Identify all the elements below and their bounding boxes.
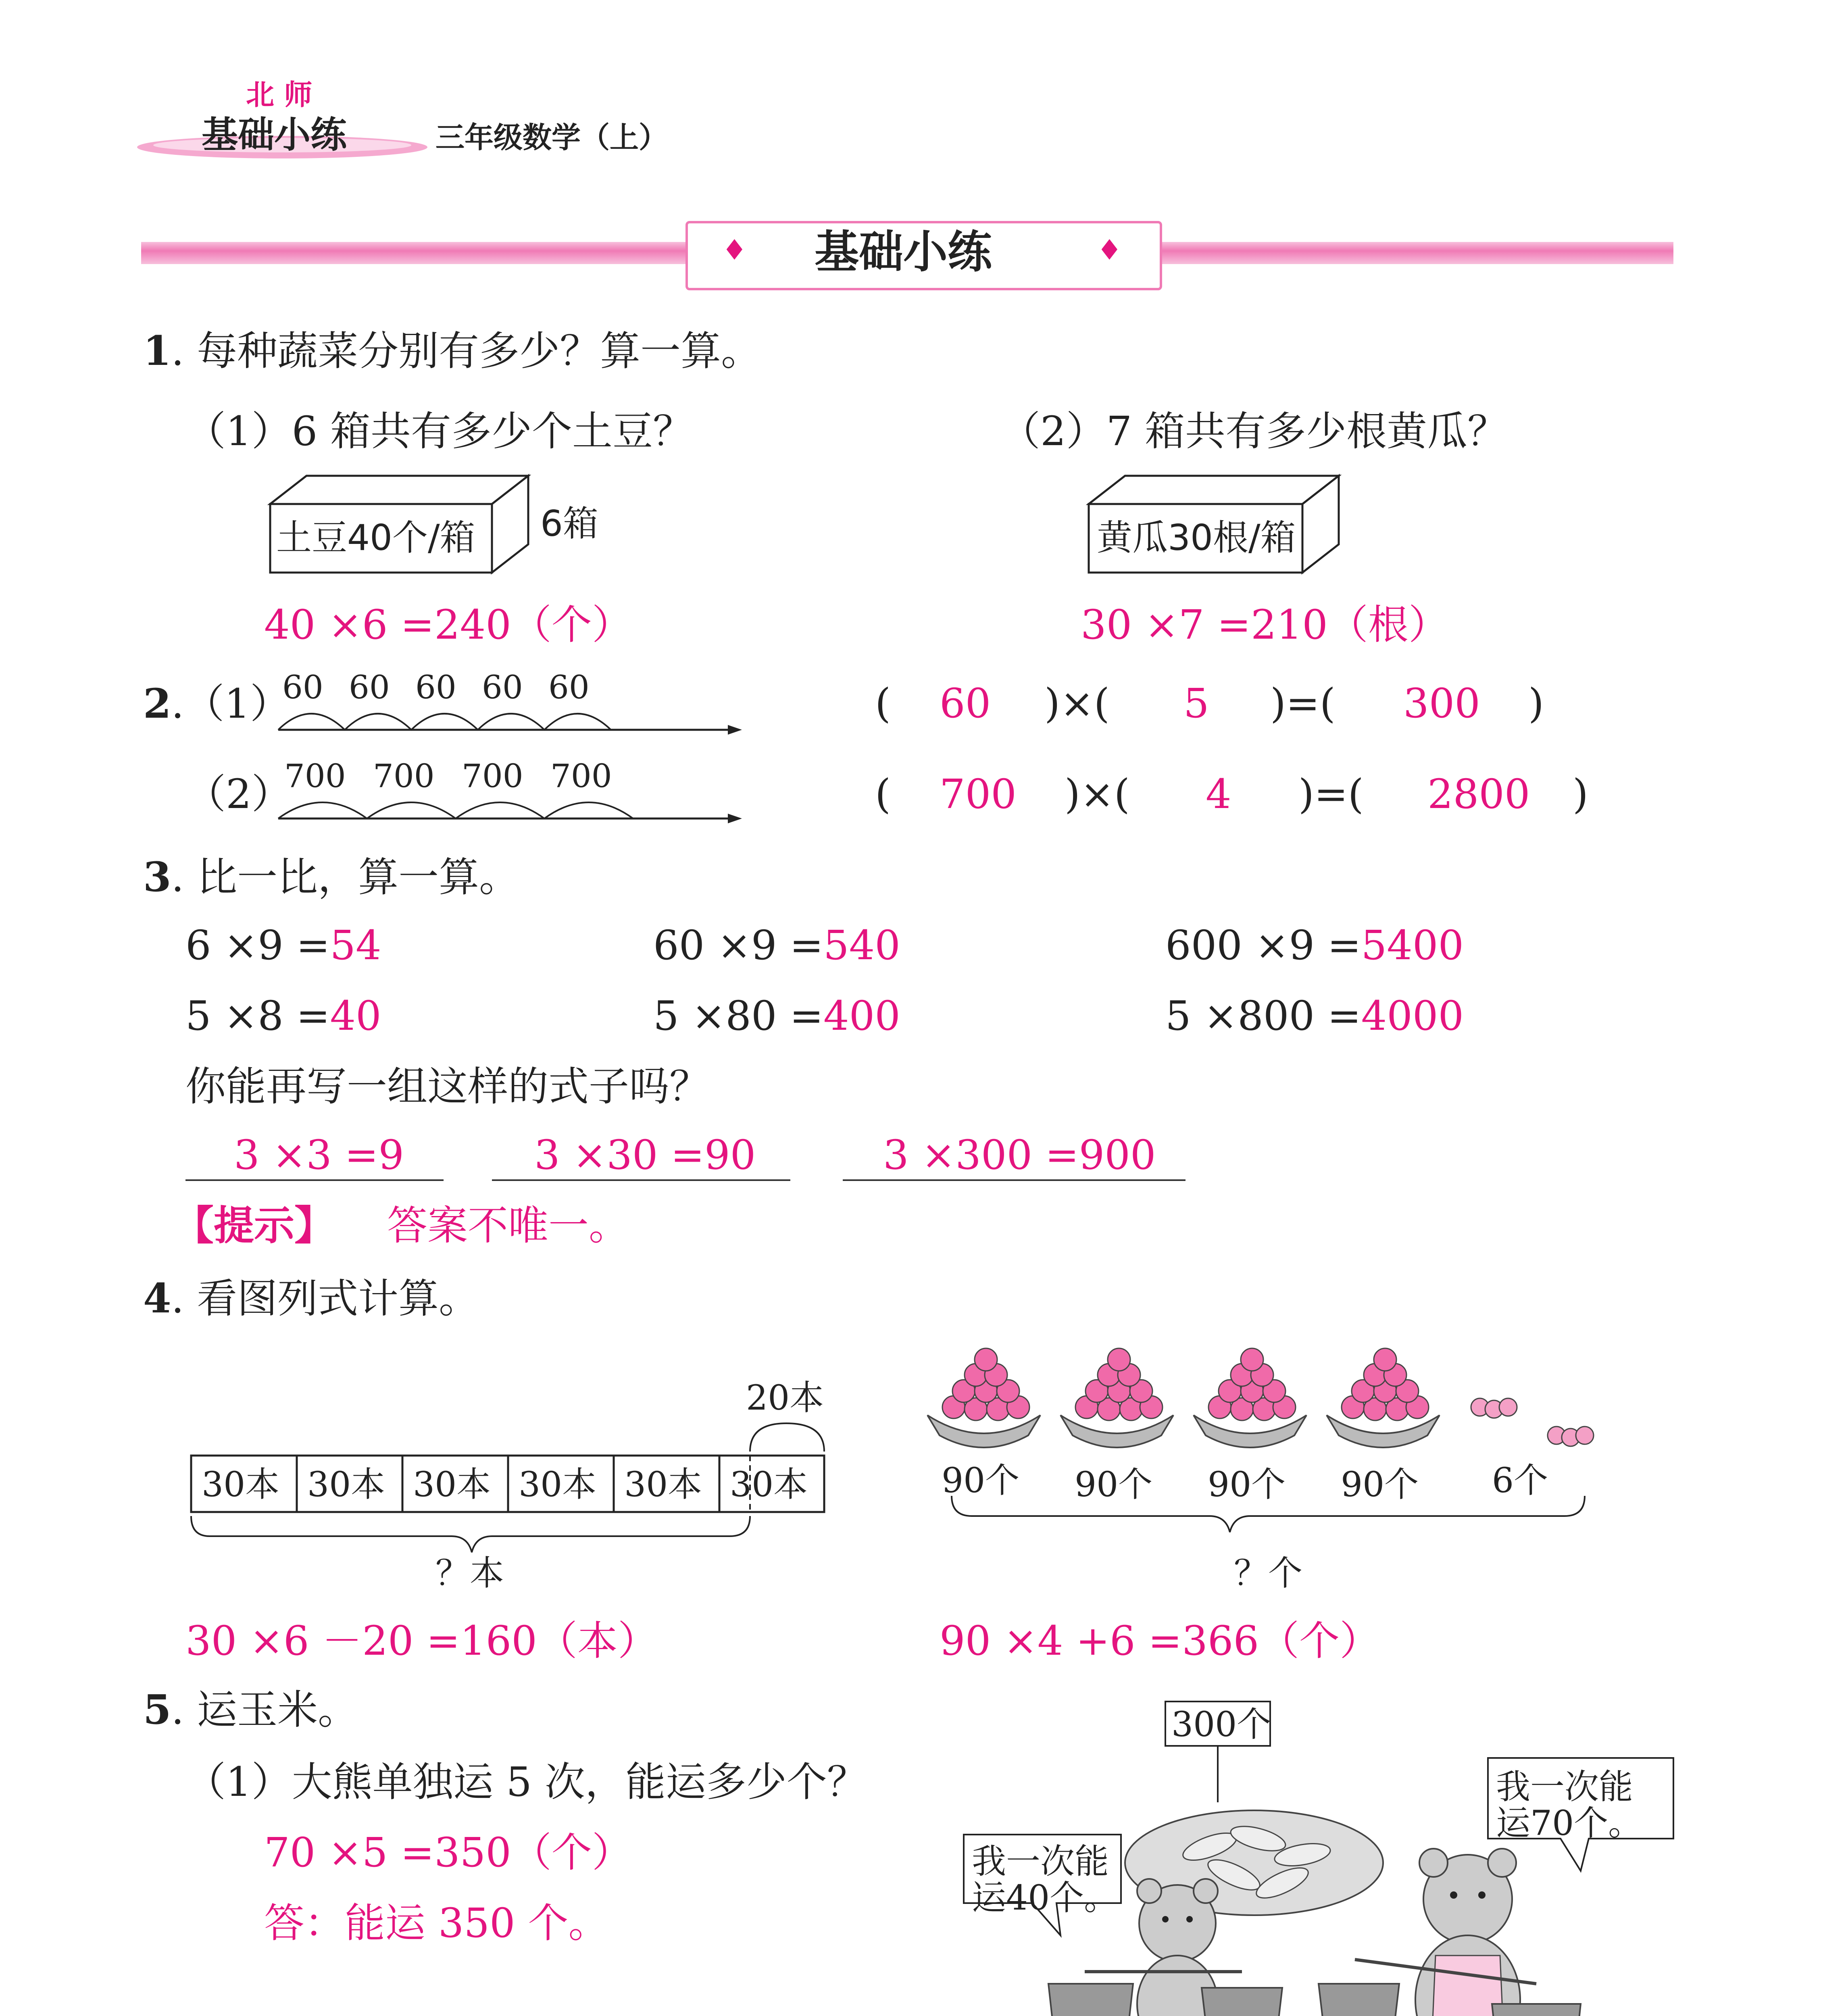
q1-answer2: 30 ×7 =210（根）: [1081, 601, 1449, 648]
q3-row1-col3: 600 ×9 =5400: [1165, 922, 1464, 969]
potato-box-label: 土豆40个/箱: [276, 517, 475, 558]
brand-top: 北 师: [246, 78, 313, 111]
books-question: ？本: [435, 1554, 504, 1593]
q2-number: 2: [143, 680, 171, 727]
jump-4: 60: [482, 669, 523, 706]
q1-part2: （2）7 箱共有多少根黄瓜？: [1000, 408, 1508, 455]
q4-answer2: 90 ×4 +6 =366（个）: [940, 1617, 1380, 1664]
big-bear-speech-line2: 运70个。: [1496, 1804, 1643, 1843]
q2-part1-label: .（1）: [171, 680, 291, 727]
jump-1: 700: [284, 757, 346, 795]
book-cell: 30本: [413, 1465, 491, 1505]
apple-baskets: [919, 1343, 1637, 1552]
eq2-factor-b: 4: [1206, 771, 1231, 818]
loose-apples-label: 6个: [1492, 1461, 1548, 1501]
jump-4: 700: [550, 757, 612, 795]
small-bear-speech-line1: 我一次能: [972, 1842, 1109, 1882]
book-title: 三年级数学（上）: [435, 121, 668, 154]
jump-1: 60: [282, 669, 323, 706]
apple-basket-icon: [927, 1348, 1040, 1447]
times-sign: )×(: [1044, 680, 1110, 727]
q2-part2-label: （2）: [185, 771, 292, 818]
hint-text: 答案不唯一。: [387, 1202, 629, 1249]
q3-row1-col2: 60 ×9 =540: [653, 922, 900, 969]
jump-2: 700: [373, 757, 435, 795]
q3-written-3: 3 ×300 =900: [883, 1131, 1156, 1179]
answer-line: [843, 1179, 1186, 1181]
cucumber-box-label: 黄瓜30根/箱: [1097, 517, 1296, 558]
q1-part1: （1）6 箱共有多少个土豆？: [185, 408, 694, 455]
times-sign: )×(: [1065, 771, 1130, 818]
jump-5: 60: [548, 669, 590, 706]
q3-row2-col3: 5 ×800 =4000: [1165, 992, 1464, 1039]
q3-row2-col2: 5 ×80 =400: [653, 992, 900, 1039]
paren-close: ): [1573, 771, 1589, 818]
q1-number: 1: [143, 327, 171, 375]
q3-number: 3: [143, 853, 171, 901]
paren-open: (: [875, 680, 891, 727]
extra-books-label: 20本: [746, 1378, 824, 1418]
diamond-left-icon: ♦: [722, 233, 747, 267]
corn-pile-label: 300个: [1171, 1705, 1271, 1745]
book-cell: 30本: [202, 1465, 280, 1505]
q1-title: . 每种蔬菜分别有多少？算一算。: [171, 327, 762, 375]
potato-box-count: 6箱: [540, 503, 598, 544]
q3-row1-col1: 6 ×9 =54: [185, 922, 381, 969]
eq1-factor-a: 60: [940, 680, 991, 727]
jump-2: 60: [349, 669, 390, 706]
paren-close: ): [1528, 680, 1544, 727]
q4-title: . 看图列式计算。: [171, 1275, 479, 1322]
q3-title: . 比一比，算一算。: [171, 854, 520, 901]
jump-3: 60: [415, 669, 456, 706]
q5-part1: （1）大熊单独运 5 次，能运多少个？: [185, 1758, 867, 1806]
section-title: 基础小练: [815, 226, 992, 278]
q5-part1-answer: 答：能运 350 个。: [264, 1899, 609, 1947]
loose-apples-icon: [1471, 1398, 1594, 1446]
equals-sign: )=(: [1270, 680, 1336, 727]
jump-3: 700: [462, 757, 523, 795]
eq1-factor-b: 5: [1183, 680, 1209, 727]
eq2-factor-a: 700: [940, 771, 1017, 818]
apples-question: ？个: [1234, 1554, 1303, 1593]
book-cell: 30本: [730, 1465, 808, 1505]
small-bear-speech-line2: 运40个。: [972, 1878, 1119, 1918]
q3-written-1: 3 ×3 =9: [234, 1131, 404, 1179]
big-bear-speech-line1: 我一次能: [1496, 1767, 1633, 1807]
q5-number: 5: [143, 1686, 171, 1733]
book-cell: 30本: [624, 1465, 702, 1505]
apple-basket-label: 90个: [942, 1461, 1020, 1501]
q5-part1-calc: 70 ×5 =350（个）: [264, 1829, 632, 1876]
diamond-right-icon: ♦: [1097, 233, 1122, 267]
q3-prompt: 你能再写一组这样的式子吗？: [185, 1063, 710, 1110]
answer-line: [185, 1179, 444, 1181]
q1-answer1: 40 ×6 =240（个）: [264, 601, 632, 648]
hint-label: 【提示】: [173, 1202, 335, 1249]
q4-answer1: 30 ×6 －20 =160（本）: [185, 1617, 658, 1664]
q3-row2-col1: 5 ×8 =40: [185, 992, 381, 1039]
paren-open: (: [875, 771, 891, 818]
q5-title: . 运玉米。: [171, 1686, 358, 1733]
equals-sign: )=(: [1298, 771, 1364, 818]
apple-basket-label: 90个: [1208, 1465, 1286, 1505]
book-cell: 30本: [519, 1465, 597, 1505]
brand-main: 基础小练: [202, 114, 347, 156]
q3-written-2: 3 ×30 =90: [534, 1131, 756, 1179]
q4-number: 4: [143, 1275, 171, 1322]
apple-basket-label: 90个: [1341, 1465, 1419, 1505]
eq1-product: 300: [1403, 680, 1480, 727]
book-cell: 30本: [307, 1465, 385, 1505]
big-bear-icon: [1415, 1849, 1520, 2016]
answer-line: [492, 1179, 790, 1181]
apple-basket-label: 90个: [1075, 1465, 1153, 1505]
eq2-product: 2800: [1427, 771, 1530, 818]
